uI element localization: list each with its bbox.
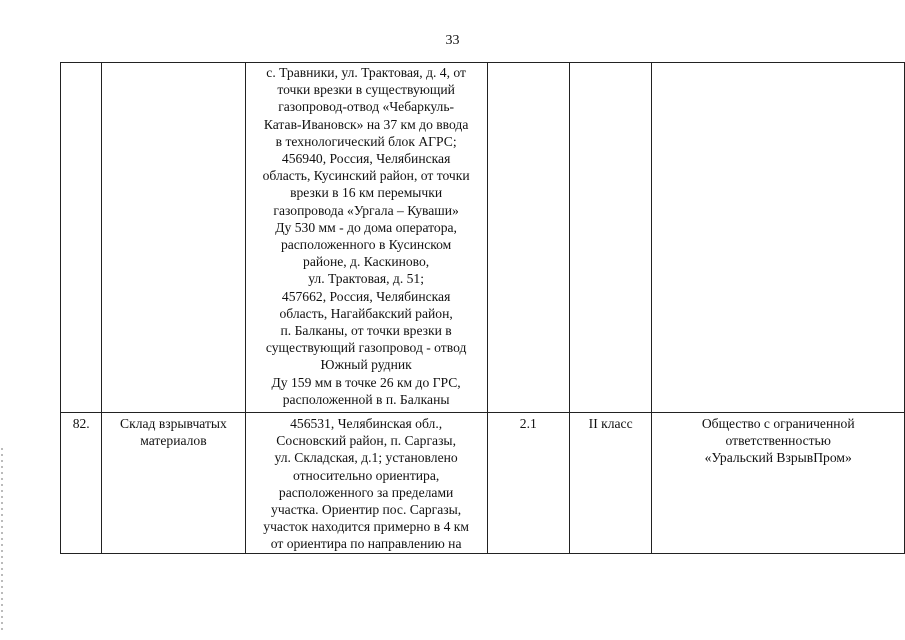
address-line: в технологический блок АГРС; xyxy=(275,133,457,149)
address-line: газопровод-отвод «Чебаркуль- xyxy=(278,99,455,115)
address-cell xyxy=(245,63,487,413)
address-line: Ду 159 мм в точке 26 км до ГРС, xyxy=(271,374,461,390)
address-line: 457662, Россия, Челябинская xyxy=(281,288,451,304)
page-number: 33 xyxy=(445,33,460,48)
hazard-class-cell xyxy=(569,63,652,413)
address-line: расположенной в п. Балканы xyxy=(282,391,450,407)
registry-table xyxy=(60,62,905,554)
address-line: участка. Ориентир пос. Саргазы, xyxy=(271,502,462,518)
table-row xyxy=(61,63,905,413)
object-name-cell xyxy=(102,413,245,554)
scan-margin-mark xyxy=(1,448,3,633)
address-line: Катав-Ивановск» на 37 км до ввода xyxy=(263,116,469,132)
address-line: 456940, Россия, Челябинская xyxy=(281,151,451,167)
organization-line: ответственностью xyxy=(725,433,831,449)
address-line: п. Балканы, от точки врезки в xyxy=(280,323,452,339)
organization-line: Общество с ограниченной xyxy=(701,416,855,431)
table-row xyxy=(61,413,905,554)
address-line: ул. Трактовая, д. 51; xyxy=(308,271,425,287)
address-line: область, Кусинский район, от точки xyxy=(262,168,470,184)
address-line: относительно ориентира, xyxy=(292,467,440,483)
object-name-line: Склад взрывчатых xyxy=(120,416,227,431)
row-number-cell: 82. xyxy=(61,413,102,554)
organization-cell xyxy=(652,63,905,413)
organization-cell xyxy=(652,413,905,554)
address-line: от ориентира по направлению на xyxy=(270,536,462,552)
address-line: газопровода «Ургала – Куваши» xyxy=(273,202,459,218)
hazard-code-cell: 2.1 xyxy=(487,413,569,554)
hazard-code-cell xyxy=(487,63,569,413)
address-line: 456531, Челябинская обл., xyxy=(290,416,443,431)
organization-line: «Уральский ВзрывПром» xyxy=(704,450,852,466)
address-line: существующий газопровод - отвод xyxy=(265,340,467,356)
address-line: районе, д. Каскиново, xyxy=(303,254,430,270)
address-line: участок находится примерно в 4 км xyxy=(263,519,469,535)
address-cell xyxy=(245,413,487,554)
row-number-cell xyxy=(61,63,102,413)
address-line: Ду 530 мм - до дома оператора, xyxy=(275,219,457,235)
address-line: Сосновский район, п. Саргазы, xyxy=(276,433,456,449)
address-line: Южный рудник xyxy=(320,357,412,373)
address-line: точки врезки в существующий xyxy=(277,82,455,98)
address-line: область, Нагайбакский район, xyxy=(279,305,453,321)
object-name-cell xyxy=(102,63,245,413)
address-line: врезки в 16 км перемычки xyxy=(290,185,443,201)
address-line: расположенного за пределами xyxy=(278,484,454,500)
address-line: ул. Складская, д.1; установлено xyxy=(274,450,458,466)
address-line: с. Травники, ул. Трактовая, д. 4, от xyxy=(266,65,466,80)
hazard-class-cell: II класс xyxy=(569,413,652,554)
address-line: расположенного в Кусинском xyxy=(280,237,452,253)
object-name-line: материалов xyxy=(140,433,207,449)
